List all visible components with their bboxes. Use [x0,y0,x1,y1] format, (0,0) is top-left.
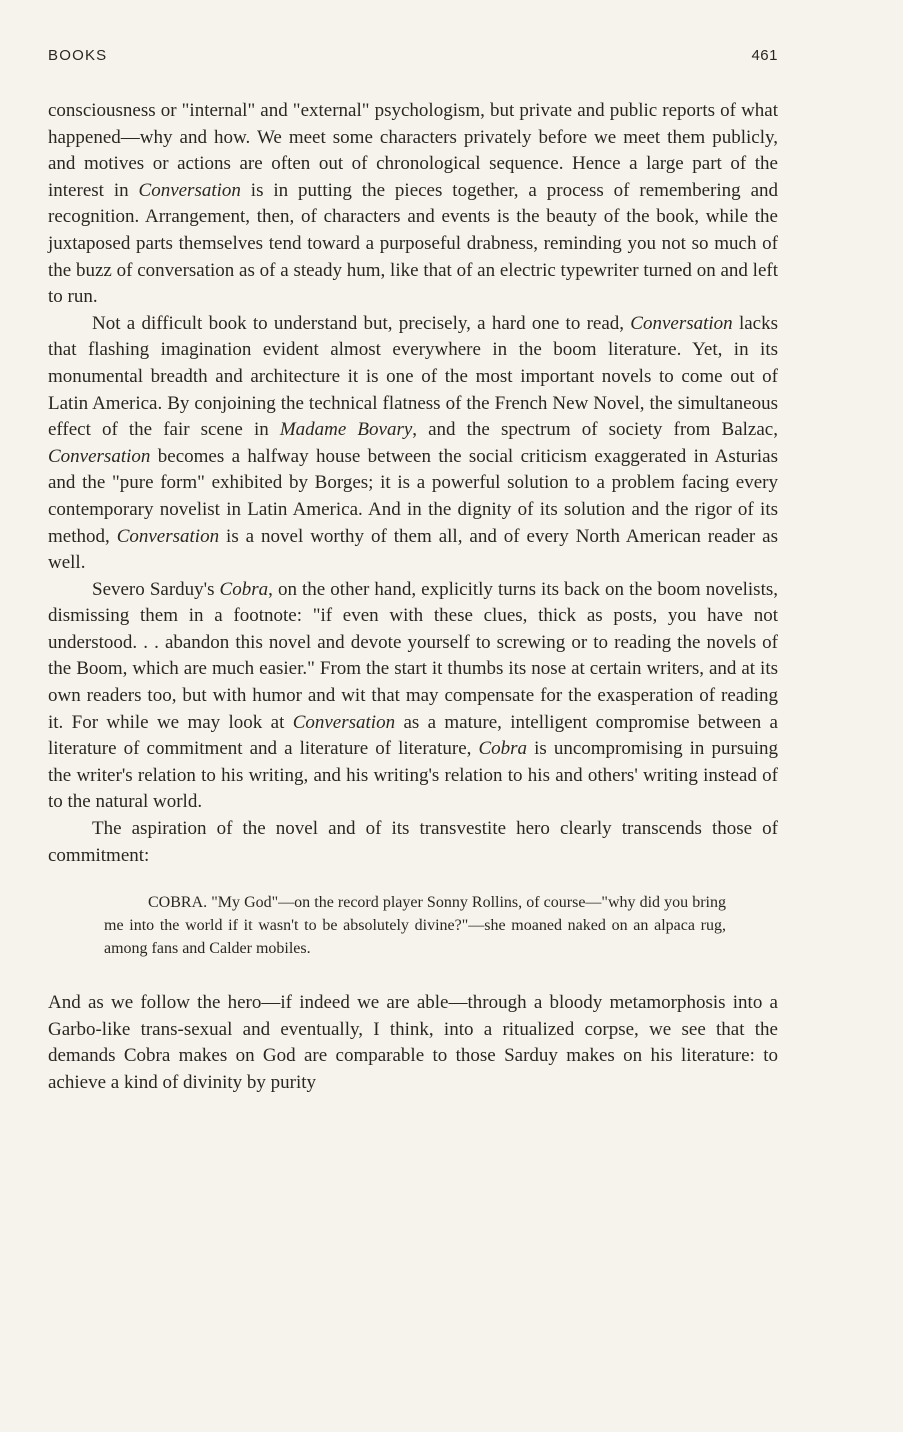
section-title: BOOKS [48,47,108,64]
paragraph-3 [48,577,778,816]
book-title-italic: Cobra [478,738,528,760]
book-title-italic: Conversation [138,179,241,201]
text-run: is uncompromising in pursuing the writer's relation to his writing, and his writing's relation to his and others' writing instead of to the natural world. [48,738,778,813]
book-title-italic: Madame Bovary [279,419,413,441]
text-run: Not a difficult book to understand but, precisely, a hard one to read, [92,312,631,334]
text-run: , and the spectrum of society from Balzac, [412,419,778,441]
text-run: is in putting the pieces together, a process of remembering and recognition. Arrangement, then, of characters and events is the beauty of the book, while the juxtaposed parts themselves tend toward a purposeful drabness, reminding you not so much of the buzz of conversation as of a steady hum, like that of an electric typewriter turned on and left to run. [48,179,778,308]
paragraph-1 [48,98,778,311]
book-title-italic: Conversation [292,711,396,733]
block-quote [104,891,726,960]
text-run: becomes a halfway house between the social criticism exaggerated in Asturias and the "pure form" exhibited by Borges; it is a powerful solution to a problem facing every contemporary novelist in Latin America. And in the dignity of its solution and the rigor of its method, [48,445,778,547]
text-run: as a mature, intelligent compromise between a literature of commitment and a literature of literature, [48,711,778,760]
book-title-italic: Conversation [48,445,151,467]
paragraph-4: The aspiration of the novel and of its transvestite hero clearly transcends those of commitment: [48,818,778,866]
book-title-italic: Cobra [219,578,269,600]
book-title-italic: Conversation [630,312,733,334]
paragraph-2 [48,311,778,577]
article-body [48,98,778,1097]
quote-text: COBRA. "My God"—on the record player Sonny Rollins, of course—"why did you bring me into the world if it wasn't to be absolutely divine?"—she moaned naked on an alpaca rug, among fans and Calder mobiles. [104,894,726,958]
text-run: Severo Sarduy's [92,578,220,600]
paragraph-5: And as we follow the hero—if indeed we are able—through a bloody metamorphosis into a Garbo-like trans-sexual and eventually, I think, into a ritualized corpse, we see that the demands Cobra makes on God are comparable to those Sarduy makes on his literature: to achieve a kind of divinity by purity [48,992,778,1093]
running-head [48,47,778,71]
text-run: consciousness or "internal" and "external" psychologism, but private and public reports of what happened—why and how. We meet some characters privately before we meet them publicly, and motives or actions are often out of chronological sequence. Hence a large part of the interest in [48,100,778,201]
page-number: 461 [751,47,778,64]
text-run: , on the other hand, explicitly turns its back on the boom novelists, dismissing them in a footnote: "if even with these clues, thick as posts, you have not understood. . . abandon this novel and devote yourself to screwing or to reading the novels of the Boom, which are much easier." From the start it thumbs its nose at certain writers, and at its own readers too, but with humor and wit that may compensate for the exasperation of reading it. For while we may look at [48,578,779,733]
text-run: lacks that flashing imagination evident almost everywhere in the boom literature. Yet, in its monumental breadth and architecture it is one of the most important novels to come out of Latin America. By conjoining the technical flatness of the French New Novel, the simultaneous effect of the fair scene in [48,312,778,441]
book-title-italic: Conversation [116,525,220,547]
text-run: is a novel worthy of them all, and of every North American reader as well. [48,525,779,574]
